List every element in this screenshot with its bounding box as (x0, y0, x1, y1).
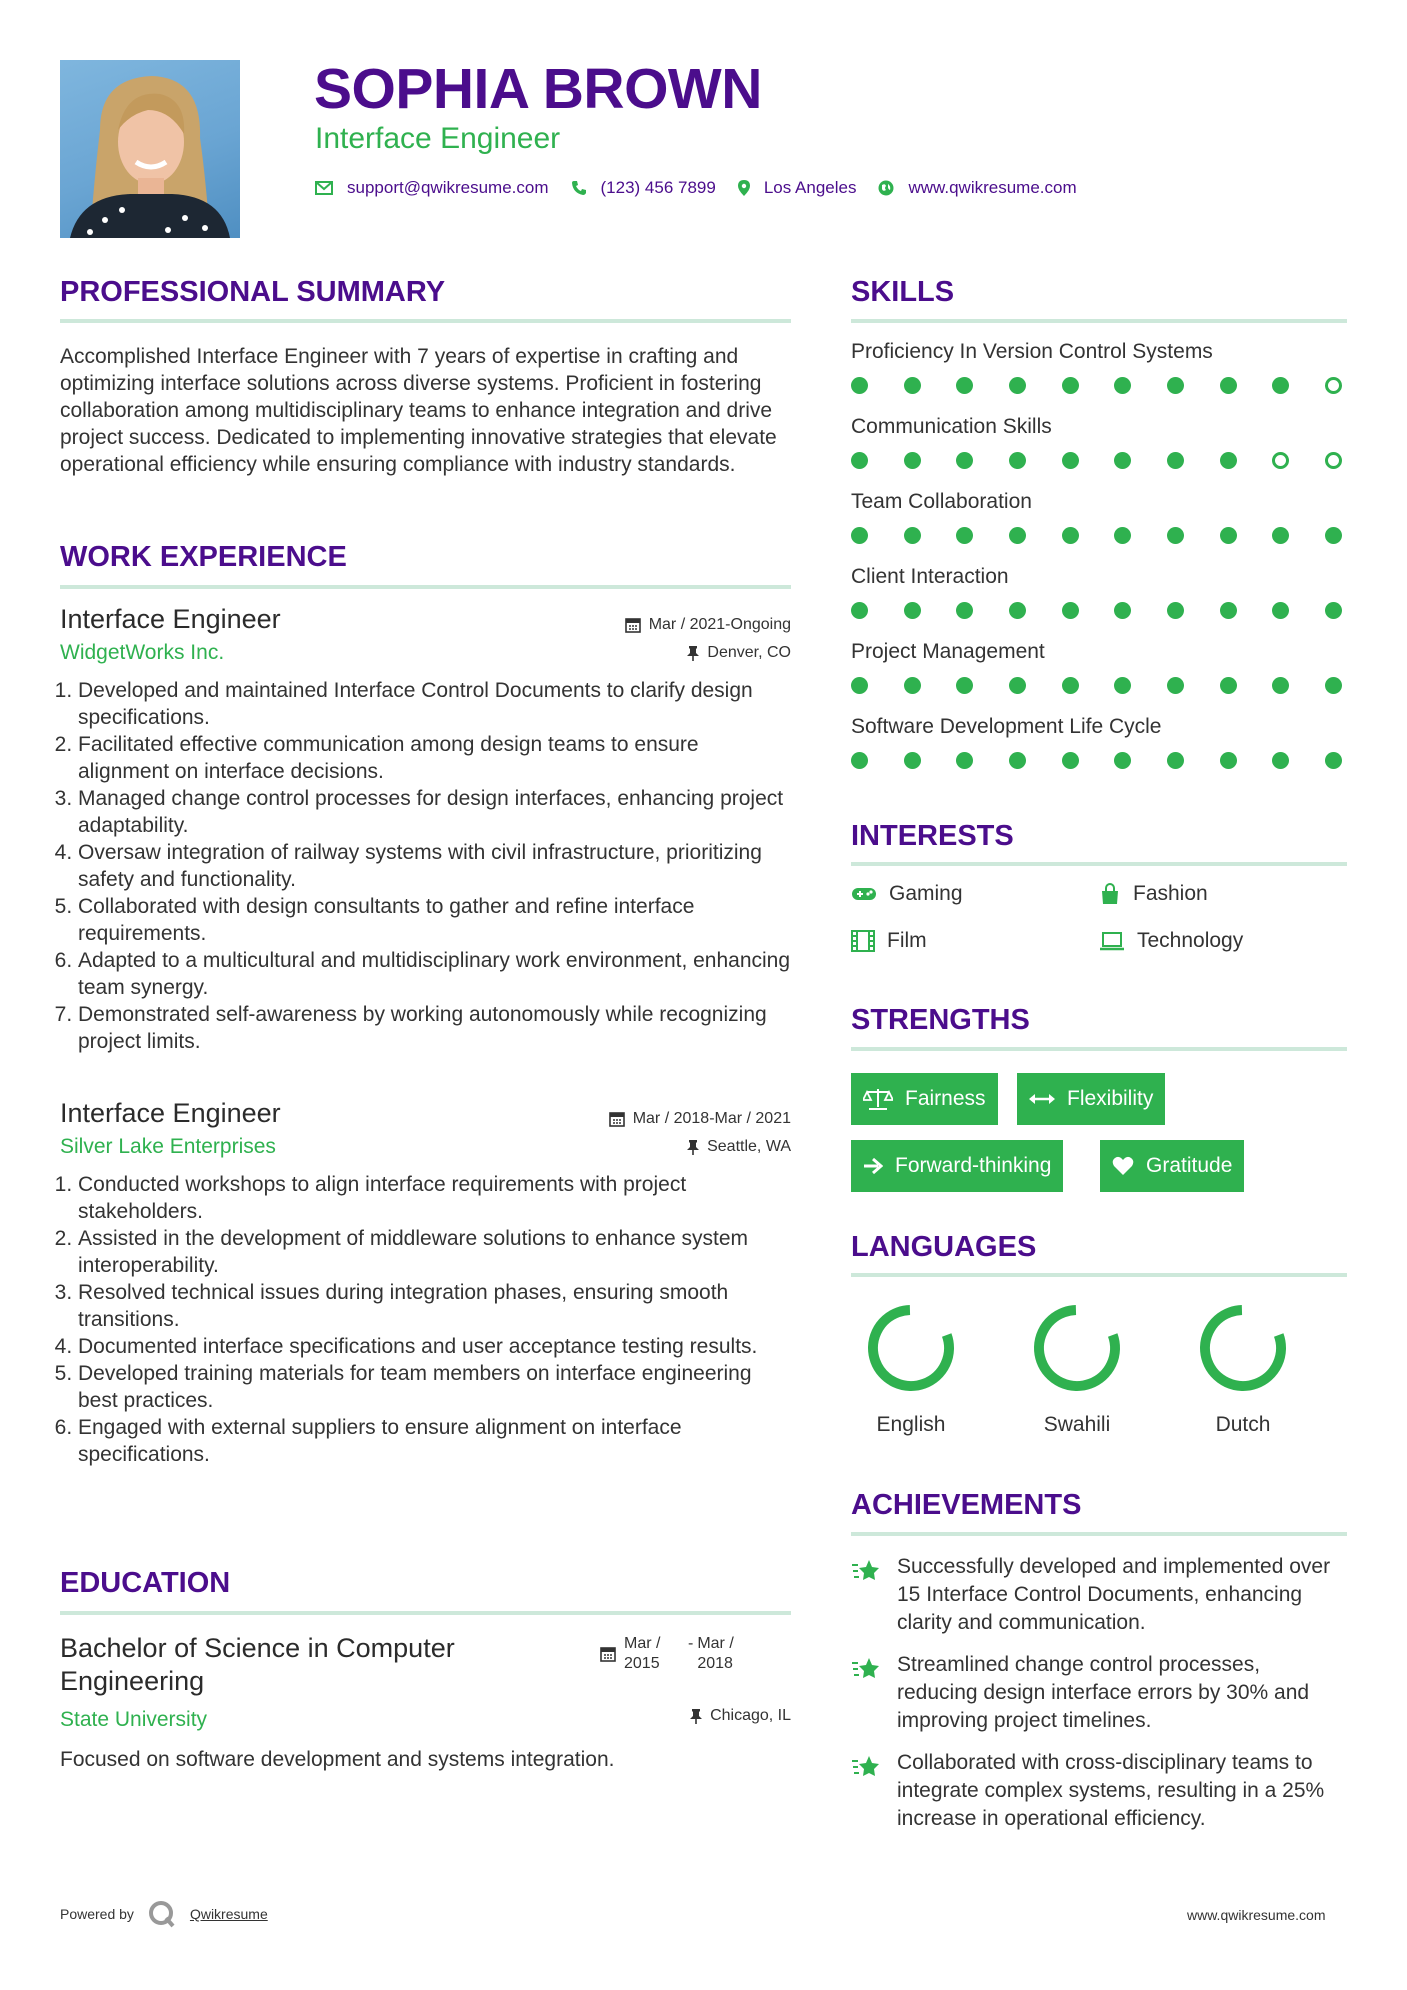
job-duties (60, 677, 795, 1055)
summary-divider (60, 319, 791, 323)
achievement-item (851, 1651, 1351, 1735)
duty-item: 6. Engaged with external suppliers to ensure alignment on interface specifications. (78, 1414, 795, 1468)
rating-dot-empty (1325, 452, 1342, 469)
strength-tag-flexibility (1017, 1073, 1165, 1125)
rating-dot-filled (1114, 752, 1131, 769)
duty-item: 5. Collaborated with design consultants to gather and refine interface requirements. (78, 893, 795, 947)
strength-label: Fairness (905, 1087, 986, 1110)
laptop-icon (1099, 931, 1125, 951)
contact-website[interactable] (878, 178, 1076, 198)
rating-dot-filled (1220, 677, 1237, 694)
achievements-list (851, 1553, 1351, 1833)
job-location-text: Denver, CO (707, 644, 791, 661)
rating-dot-filled (1325, 752, 1342, 769)
duty-item: 1. Conducted workshops to align interface requirements with project stakeholders. (78, 1171, 795, 1225)
shopping-bag-icon (1099, 883, 1121, 905)
rating-dot-filled (956, 602, 973, 619)
strength-label: Forward-thinking (895, 1154, 1052, 1177)
job-dates-text: Mar / 2021-Ongoing (648, 616, 791, 633)
summary-text: Accomplished Interface Engineer with 7 years of expertise in crafting and optimizing interface solutions across diverse systems. Proficient in fostering collaboration among multidisciplinary teams to enhance integration and drive project success. Dedicated to implementing innovative strategies that elevate operational efficiency while ensuring compliance with industry standards. (60, 345, 777, 476)
experience-divider (60, 585, 791, 589)
interest-item-technology (1099, 929, 1243, 953)
arrows-horizontal-icon (1029, 1092, 1055, 1106)
map-marker-icon (738, 180, 750, 196)
powered-by-text: Powered by (60, 1906, 134, 1922)
strength-tag-gratitude (1100, 1140, 1244, 1192)
rating-dot-filled (1167, 377, 1184, 394)
skill-rating (851, 452, 1342, 469)
skill-rating (851, 602, 1342, 619)
rating-dot-filled (1272, 377, 1289, 394)
skill-rating (851, 527, 1342, 544)
language-item (1017, 1298, 1137, 1437)
strengths-heading: STRENGTHS (851, 1004, 1030, 1036)
achievement-text: Streamlined change control processes, reducing design interface errors by 30% and improving project timelines. (897, 1653, 1310, 1732)
job-dates (609, 1110, 791, 1128)
education-location-text: Chicago, IL (710, 1707, 791, 1724)
language-item (1183, 1298, 1303, 1437)
job-dates (625, 616, 791, 634)
pushpin-icon (690, 1708, 702, 1724)
rating-dot-filled (1220, 377, 1237, 394)
arrow-right-icon (863, 1157, 883, 1175)
footer-website[interactable]: www.qwikresume.com (1187, 1907, 1326, 1923)
interest-label: Technology (1137, 929, 1244, 952)
duty-item: 2. Assisted in the development of middleware solutions to enhance system interoperability. (78, 1225, 795, 1279)
rating-dot-filled (1167, 527, 1184, 544)
qwikresume-logo-icon (148, 1900, 176, 1928)
school-name: State University (60, 1708, 208, 1731)
job-location (687, 1138, 791, 1156)
rating-dot-filled (851, 752, 868, 769)
rating-dot-filled (1325, 602, 1342, 619)
skills-list (851, 340, 1347, 790)
rating-dot-filled (1114, 527, 1131, 544)
skill-item (851, 340, 1347, 415)
rating-dot-filled (1220, 752, 1237, 769)
rating-dot-filled (1114, 602, 1131, 619)
company-name: WidgetWorks Inc. (60, 641, 225, 664)
rating-dot-filled (1009, 452, 1026, 469)
rating-dot-filled (1220, 602, 1237, 619)
education-end-date: Mar / 2018 (697, 1635, 734, 1672)
interest-item-fashion (1099, 882, 1208, 906)
interests-divider (851, 862, 1347, 866)
achievements-heading: ACHIEVEMENTS (851, 1489, 1082, 1521)
profile-photo (60, 60, 240, 238)
summary-heading: PROFESSIONAL SUMMARY (60, 276, 446, 308)
candidate-name: SOPHIA BROWN (314, 57, 762, 121)
language-progress-ring (1193, 1298, 1293, 1398)
duty-item: 7. Demonstrated self-awareness by working autonomously while recognizing project limits. (78, 1001, 795, 1055)
degree-title: Bachelor of Science in Computer Engineering (60, 1633, 455, 1696)
job-title: Interface Engineer (60, 604, 281, 634)
rating-dot-filled (904, 527, 921, 544)
rating-dot-filled (1114, 377, 1131, 394)
skill-item (851, 715, 1347, 790)
education-start-date: Mar / 2015 (624, 1635, 661, 1672)
languages-heading: LANGUAGES (851, 1231, 1037, 1263)
duty-item: 3. Resolved technical issues during integration phases, ensuring smooth transitions. (78, 1279, 795, 1333)
skill-item (851, 565, 1347, 640)
rating-dot-filled (1062, 752, 1079, 769)
job-title: Interface Engineer (60, 1098, 281, 1128)
skill-item (851, 415, 1347, 490)
rating-dot-filled (904, 677, 921, 694)
language-label: Swahili (1043, 1413, 1111, 1436)
education-location (560, 1707, 791, 1725)
achievement-text: Collaborated with cross-disciplinary teams to integrate complex systems, resulting in a 25% increase in operational efficiency. (897, 1751, 1325, 1830)
rating-dot-filled (851, 527, 868, 544)
calendar-icon (625, 617, 641, 633)
language-item (851, 1298, 971, 1437)
rating-dot-empty (1325, 377, 1342, 394)
achievement-item (851, 1553, 1351, 1637)
language-progress-arc (1028, 1299, 1125, 1396)
rating-dot-filled (1220, 527, 1237, 544)
skill-rating (851, 677, 1342, 694)
email-text: support@qwikresume.com (347, 178, 549, 197)
interest-item-gaming (851, 882, 963, 906)
education-divider (60, 1611, 791, 1615)
star-medal-icon (851, 1753, 883, 1781)
skill-label: Software Development Life Cycle (851, 715, 1162, 738)
gamepad-icon (851, 886, 877, 902)
interest-item-film (851, 929, 927, 953)
job-location (687, 644, 791, 662)
strength-label: Gratitude (1146, 1154, 1233, 1177)
duty-item: 3. Managed change control processes for design interfaces, enhancing project adaptability. (78, 785, 795, 839)
website-text: www.qwikresume.com (908, 178, 1077, 197)
job-entry (60, 1098, 791, 1468)
achievement-text: Successfully developed and implemented over 15 Interface Control Documents, enhancing clarity and communication. (897, 1555, 1331, 1634)
company-name: Silver Lake Enterprises (60, 1135, 276, 1158)
strength-tag-fairness (851, 1073, 998, 1125)
job-duties (60, 1171, 795, 1468)
skill-item (851, 490, 1347, 565)
duty-item: 6. Adapted to a multicultural and multidisciplinary work environment, enhancing team synergy. (78, 947, 795, 1001)
star-medal-icon (851, 1557, 883, 1585)
rating-dot-filled (904, 752, 921, 769)
qwikresume-link[interactable]: Qwikresume (189, 1906, 268, 1922)
achievement-item (851, 1749, 1351, 1833)
rating-dot-filled (851, 677, 868, 694)
location-text: Los Angeles (763, 178, 857, 197)
rating-dot-filled (904, 452, 921, 469)
contact-phone[interactable] (571, 178, 716, 198)
contact-location (738, 178, 857, 198)
education-dates: Mar / 2015 - Mar / 2018 (600, 1634, 757, 1674)
interest-label: Film (887, 929, 927, 952)
rating-dot-filled (956, 377, 973, 394)
rating-dot-filled (1062, 377, 1079, 394)
rating-dot-filled (1272, 677, 1289, 694)
footer-branding (60, 1900, 268, 1928)
skill-label: Project Management (851, 640, 1045, 663)
rating-dot-filled (1220, 452, 1237, 469)
rating-dot-filled (1167, 752, 1184, 769)
rating-dot-filled (851, 377, 868, 394)
language-progress-arc (862, 1299, 959, 1396)
rating-dot-filled (1009, 752, 1026, 769)
education-note: Focused on software development and systems integration. (60, 1748, 615, 1771)
rating-dot-filled (956, 452, 973, 469)
candidate-title: Interface Engineer (315, 122, 561, 155)
interest-label: Fashion (1133, 882, 1208, 905)
languages-divider (851, 1273, 1347, 1277)
rating-dot-filled (1062, 677, 1079, 694)
rating-dot-filled (956, 527, 973, 544)
rating-dot-filled (1062, 527, 1079, 544)
rating-dot-filled (1062, 452, 1079, 469)
rating-dot-filled (1167, 602, 1184, 619)
pushpin-icon (687, 1139, 699, 1155)
rating-dot-filled (1062, 602, 1079, 619)
strengths-divider (851, 1047, 1347, 1051)
globe-icon (878, 180, 894, 196)
phone-text: (123) 456 7899 (600, 178, 716, 197)
rating-dot-filled (1114, 452, 1131, 469)
skill-rating (851, 377, 1342, 394)
rating-dot-filled (904, 602, 921, 619)
phone-icon (571, 180, 587, 196)
rating-dot-filled (956, 752, 973, 769)
rating-dot-empty (1272, 452, 1289, 469)
language-label: English (876, 1413, 946, 1436)
experience-heading: WORK EXPERIENCE (60, 541, 347, 573)
language-label: Dutch (1215, 1413, 1271, 1436)
contact-email[interactable] (315, 178, 549, 198)
job-location-text: Seattle, WA (707, 1138, 791, 1155)
rating-dot-filled (1009, 602, 1026, 619)
language-progress-ring (861, 1298, 961, 1398)
pushpin-icon (687, 645, 699, 661)
film-icon (851, 930, 875, 952)
language-progress-arc (1194, 1299, 1291, 1396)
skill-rating (851, 752, 1342, 769)
skill-label: Proficiency In Version Control Systems (851, 340, 1213, 363)
contact-bar (315, 178, 1099, 198)
strength-label: Flexibility (1067, 1087, 1154, 1110)
languages-list (851, 1298, 1303, 1437)
calendar-icon (600, 1646, 616, 1662)
duty-item: 4. Oversaw integration of railway systems with civil infrastructure, prioritizing safety and functionality. (78, 839, 795, 893)
duty-item: 4. Documented interface specifications and user acceptance testing results. (78, 1333, 795, 1360)
rating-dot-filled (956, 677, 973, 694)
rating-dot-filled (904, 377, 921, 394)
skills-divider (851, 319, 1347, 323)
balance-scale-icon (863, 1088, 893, 1110)
rating-dot-filled (1272, 752, 1289, 769)
duty-item: 2. Facilitated effective communication among design teams to ensure alignment on interface decisions. (78, 731, 795, 785)
education-heading: EDUCATION (60, 1567, 231, 1599)
interests-heading: INTERESTS (851, 820, 1014, 852)
language-progress-ring (1027, 1298, 1127, 1398)
job-dates-text: Mar / 2018-Mar / 2021 (632, 1110, 791, 1127)
rating-dot-filled (1114, 677, 1131, 694)
job-entry (60, 604, 791, 1055)
rating-dot-filled (1272, 602, 1289, 619)
interest-label: Gaming (889, 882, 963, 905)
skill-label: Team Collaboration (851, 490, 1032, 513)
calendar-icon (609, 1111, 625, 1127)
skills-heading: SKILLS (851, 276, 955, 308)
rating-dot-filled (1167, 677, 1184, 694)
rating-dot-filled (1009, 377, 1026, 394)
rating-dot-filled (1325, 527, 1342, 544)
skill-label: Communication Skills (851, 415, 1052, 438)
achievements-divider (851, 1532, 1347, 1536)
envelope-icon (315, 181, 333, 195)
skill-label: Client Interaction (851, 565, 1009, 588)
rating-dot-filled (1009, 677, 1026, 694)
duty-item: 1. Developed and maintained Interface Control Documents to clarify design specifications. (78, 677, 795, 731)
duty-item: 5. Developed training materials for team members on interface engineering best practices. (78, 1360, 795, 1414)
rating-dot-filled (851, 602, 868, 619)
rating-dot-filled (851, 452, 868, 469)
rating-dot-filled (1272, 527, 1289, 544)
skill-item (851, 640, 1347, 715)
heart-icon (1112, 1156, 1134, 1176)
rating-dot-filled (1167, 452, 1184, 469)
strength-tag-forward-thinking (851, 1140, 1063, 1192)
star-medal-icon (851, 1655, 883, 1683)
rating-dot-filled (1009, 527, 1026, 544)
rating-dot-filled (1325, 677, 1342, 694)
